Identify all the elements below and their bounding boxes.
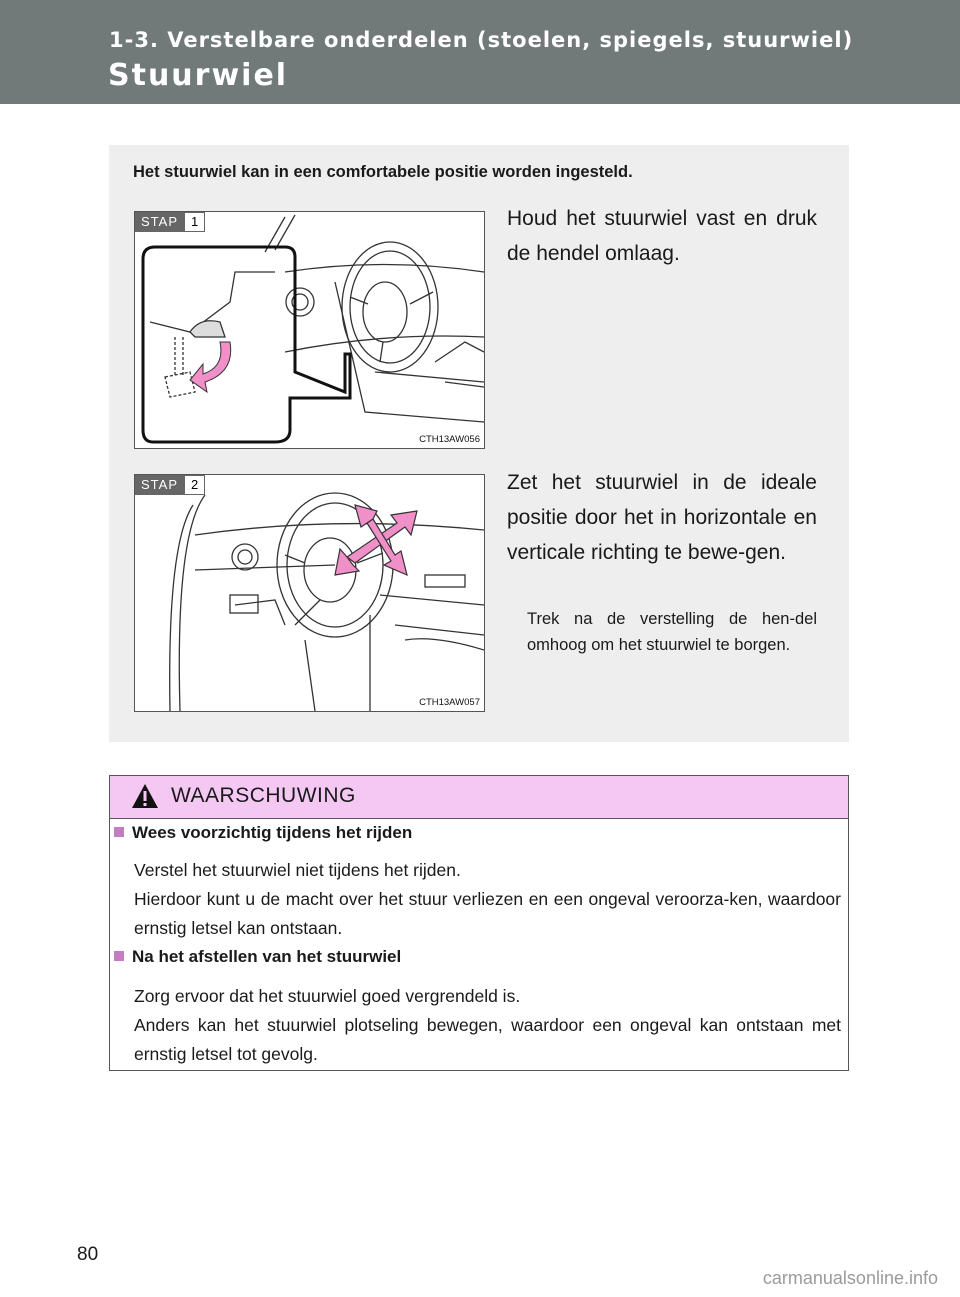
warning-heading-2-text: Na het afstellen van het stuurwiel [132, 947, 402, 966]
step-2-word: STAP [135, 475, 184, 495]
warning-line: Anders kan het stuurwiel plotseling bewegen, waardoor een ongeval kan ontstaan met ernstig letsel tot gevolg. [134, 1015, 841, 1064]
figure-step-1 [134, 211, 485, 449]
step-1-badge [135, 212, 205, 232]
warning-heading-1-text: Wees voorzichtig tijdens het rijden [132, 823, 413, 842]
warning-body-2 [134, 982, 841, 1069]
figure-step-2 [134, 474, 485, 712]
bullet-square-icon [114, 827, 124, 837]
warning-heading-1 [114, 823, 412, 843]
step-2-note: Trek na de verstelling de hen-del omhoog om het stuurwiel te borgen. [527, 610, 817, 654]
step-1-text: Houd het stuurwiel vast en druk de hendel omlaag. [507, 207, 817, 265]
warning-box [109, 775, 849, 1071]
steering-adjust-illustration [135, 475, 484, 711]
step-1-number: 1 [184, 212, 205, 232]
warning-triangle-icon [130, 782, 160, 810]
warning-line: Zorg ervoor dat het stuurwiel goed vergrendeld is. [134, 986, 521, 1006]
step-2-number: 2 [184, 475, 205, 495]
step-1-word: STAP [135, 212, 184, 232]
warning-header [110, 776, 848, 819]
bullet-square-icon [114, 951, 124, 961]
warning-heading-2 [114, 947, 401, 967]
figure-1-code: CTH13AW056 [419, 434, 480, 445]
warning-title: WAARSCHUWING [171, 784, 356, 807]
step-2-text: Zet het stuurwiel in de ideale positie door het in horizontale en verticale richting te bewe-gen. [507, 471, 817, 564]
intro-text: Het stuurwiel kan in een comfortabele positie worden ingesteld. [133, 163, 633, 181]
page-title: Stuurwiel [108, 58, 289, 93]
warning-line: Hierdoor kunt u de macht over het stuur verliezen en een ongeval veroorza-ken, waardoor ernstig letsel kan ontstaan. [134, 889, 841, 938]
watermark: carmanualsonline.info [762, 1268, 938, 1288]
warning-body-1 [134, 856, 841, 943]
page-number: 80 [77, 1244, 99, 1265]
figure-2-code: CTH13AW057 [419, 697, 480, 708]
step-2-badge [135, 475, 205, 495]
warning-line: Verstel het stuurwiel niet tijdens het rijden. [134, 860, 461, 880]
section-title: 1-3. Verstelbare onderdelen (stoelen, spiegels, stuurwiel) [109, 28, 854, 52]
steering-lever-illustration [135, 212, 484, 448]
page-header [0, 0, 960, 104]
